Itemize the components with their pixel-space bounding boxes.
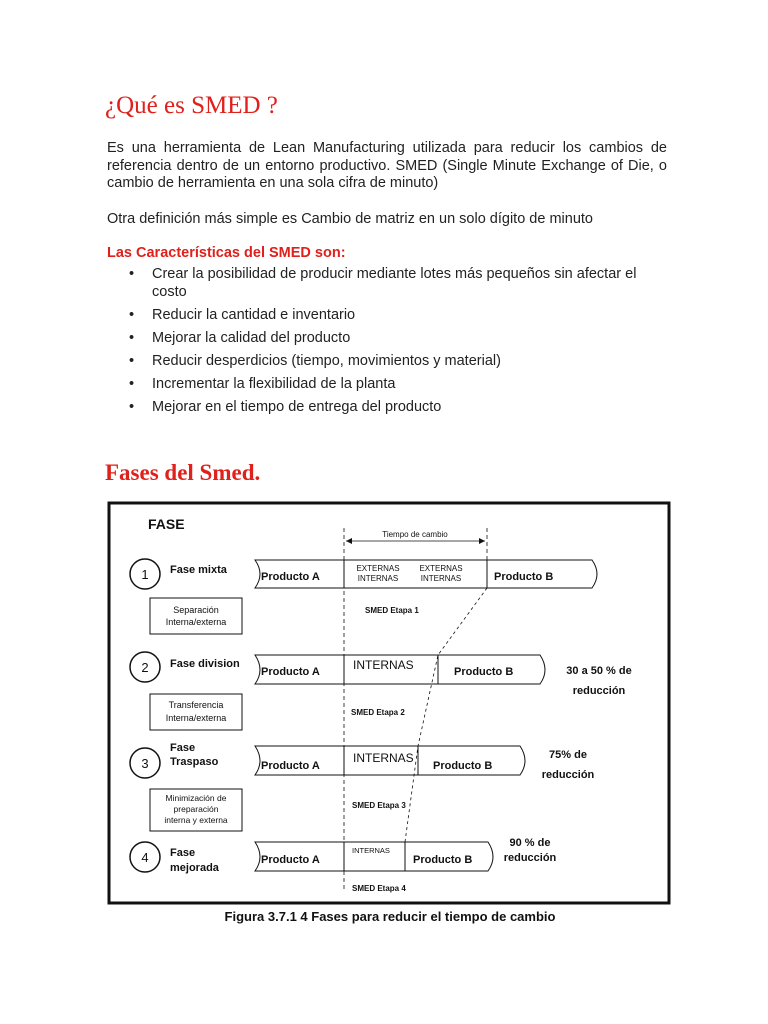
phase-3 xyxy=(130,742,595,781)
internas-label: INTERNAS xyxy=(420,574,462,583)
smed-etapa-label: SMED Etapa 1 xyxy=(365,606,419,615)
step-line: Minimización de xyxy=(165,793,227,803)
reduction-label: 75% de xyxy=(549,749,587,761)
product-b-label: Producto B xyxy=(433,760,493,772)
step-2 xyxy=(150,694,405,730)
step-3 xyxy=(150,789,406,831)
smed-etapa-label: SMED Etapa 4 xyxy=(352,884,406,893)
externas-label: EXTERNAS xyxy=(356,564,400,573)
product-a-label: Producto A xyxy=(261,760,320,772)
step-line: Interna/externa xyxy=(165,617,227,627)
phase-name: Traspaso xyxy=(170,756,219,768)
phase-name: mejorada xyxy=(170,862,219,874)
step-box xyxy=(150,598,242,634)
list-item: • Mejorar la calidad del producto xyxy=(107,330,667,348)
product-a-label: Producto A xyxy=(261,666,320,678)
fase-header: FASE xyxy=(148,516,185,532)
internas-label: INTERNAS xyxy=(353,658,414,672)
definition-paragraph: Otra definición más simple es Cambio de matriz en un solo dígito de minuto xyxy=(107,211,593,227)
smed-etapa-label: SMED Etapa 2 xyxy=(351,708,405,717)
phase-name: Fase xyxy=(170,742,196,754)
characteristics-heading: Las Características del SMED son: xyxy=(107,245,346,261)
list-item: • Crear la posibilidad de producir mediante lotes más pequeños sin afectar el costo xyxy=(107,266,667,301)
figure-caption: Figura 3.7.1 4 Fases para reducir el tiempo de cambio xyxy=(224,909,556,924)
phase-number: 4 xyxy=(141,850,149,865)
phase-number: 1 xyxy=(141,567,149,582)
list-item: • Reducir desperdicios (tiempo, movimientos y material) xyxy=(107,353,667,371)
product-a-label: Producto A xyxy=(261,854,320,866)
list-item: • Incrementar la flexibilidad de la planta xyxy=(107,376,667,394)
internas-label: INTERNAS xyxy=(353,751,414,765)
product-b-label: Producto B xyxy=(413,854,473,866)
phases-title: Fases del Smed. xyxy=(105,460,261,485)
product-b-label: Producto B xyxy=(494,571,554,583)
externas-label: EXTERNAS xyxy=(419,564,463,573)
step-line: Transferencia xyxy=(168,700,224,710)
time-label: Tiempo de cambio xyxy=(382,530,448,539)
product-a-label: Producto A xyxy=(261,571,320,583)
step-1 xyxy=(150,598,419,634)
step-line: interna y externa xyxy=(164,815,228,825)
intro-paragraph: Es una herramienta de Lean Manufacturing utilizada para reducir los cambios de referencia dentro de un entorno productivo. SMED (Single Minute Exchange of Die, o cambio de herramienta en una sola cifra de minuto) xyxy=(107,140,667,191)
smed-etapa-label: SMED Etapa 3 xyxy=(352,801,406,810)
phase-number: 3 xyxy=(141,756,149,771)
step-line: Separación xyxy=(173,605,219,615)
reduction-trend-line xyxy=(405,588,487,842)
reduction-label: 90 % de xyxy=(509,837,551,849)
phase-number: 2 xyxy=(141,660,149,675)
reduction-label: reducción xyxy=(541,769,595,781)
phase-2 xyxy=(130,652,632,697)
phase-name: Fase xyxy=(170,847,196,859)
list-item: • Reducir la cantidad e inventario xyxy=(107,307,667,325)
step-line: Interna/externa xyxy=(165,713,227,723)
phase-name: Fase division xyxy=(170,658,240,670)
phase-4 xyxy=(130,837,557,893)
page-title: ¿Qué es SMED ? xyxy=(105,92,278,119)
reduction-label: reducción xyxy=(572,685,626,697)
internas-label: INTERNAS xyxy=(357,574,399,583)
step-line: preparación xyxy=(173,804,219,814)
reduction-label: 30 a 50 % de xyxy=(566,665,632,677)
phase-1 xyxy=(130,559,597,589)
phase-name: Fase mixta xyxy=(170,564,227,576)
reduction-label: reducción xyxy=(503,852,557,864)
product-b-label: Producto B xyxy=(454,666,514,678)
internas-label: INTERNAS xyxy=(352,846,390,855)
list-item: • Mejorar en el tiempo de entrega del producto xyxy=(107,399,667,417)
